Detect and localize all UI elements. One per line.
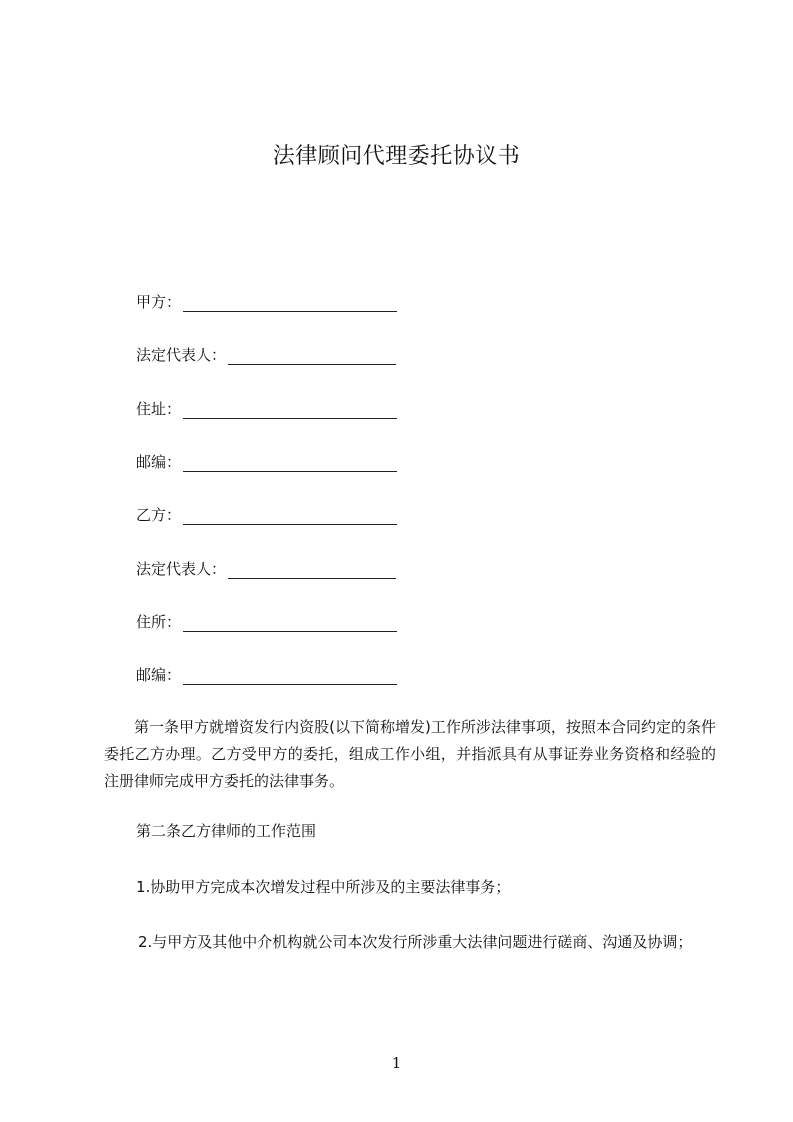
party-b-address-blank[interactable]: [183, 615, 397, 632]
party-b-field: [136, 503, 397, 525]
article-1-paragraph: [104, 714, 716, 795]
party-b-postcode-blank[interactable]: [183, 668, 397, 685]
party-a-label: 甲方：: [136, 293, 182, 311]
party-b-postcode-label: 邮编：: [136, 666, 182, 684]
party-a-representative-field: [136, 343, 396, 365]
party-b-label: 乙方：: [136, 506, 182, 524]
party-b-postcode-field: [136, 663, 397, 685]
party-a-representative-label: 法定代表人：: [136, 346, 227, 364]
document-title: 法律顾问代理委托协议书: [272, 144, 521, 169]
article-1-text: 第一条甲方就增资发行内资股(以下简称增发)工作所涉法律事项，按照本合同约定的条件委托乙方办理。乙方受甲方的委托，组成工作小组，并指派具有从事证券业务资格和经验的注册律师完成甲方委托的法律事务。: [104, 718, 716, 790]
party-a-postcode-label: 邮编：: [136, 453, 182, 471]
party-a-postcode-field: [136, 450, 397, 472]
scope-item-2: [104, 929, 716, 956]
party-a-representative-blank[interactable]: [228, 348, 396, 365]
scope-item-2-text: 2.与甲方及其他中介机构就公司本次发行所涉重大法律问题进行磋商、沟通及协调；: [138, 933, 693, 951]
party-a-address-blank[interactable]: [183, 402, 397, 419]
party-b-blank[interactable]: [183, 508, 397, 525]
party-b-representative-label: 法定代表人：: [136, 560, 227, 578]
page-number: 1: [391, 1054, 402, 1072]
party-b-address-label: 住所：: [136, 613, 182, 631]
party-a-address-label: 住址：: [136, 400, 182, 418]
party-b-representative-blank[interactable]: [228, 562, 396, 579]
party-a-blank[interactable]: [183, 295, 397, 312]
party-b-address-field: [136, 610, 397, 632]
party-a-address-field: [136, 397, 397, 419]
party-a-postcode-blank[interactable]: [183, 455, 397, 472]
party-a-field: [136, 290, 397, 312]
scope-item-1: 1.协助甲方完成本次增发过程中所涉及的主要法律事务；: [136, 878, 511, 896]
article-2-heading: 第二条乙方律师的工作范围: [136, 822, 317, 840]
party-b-representative-field: [136, 557, 396, 579]
